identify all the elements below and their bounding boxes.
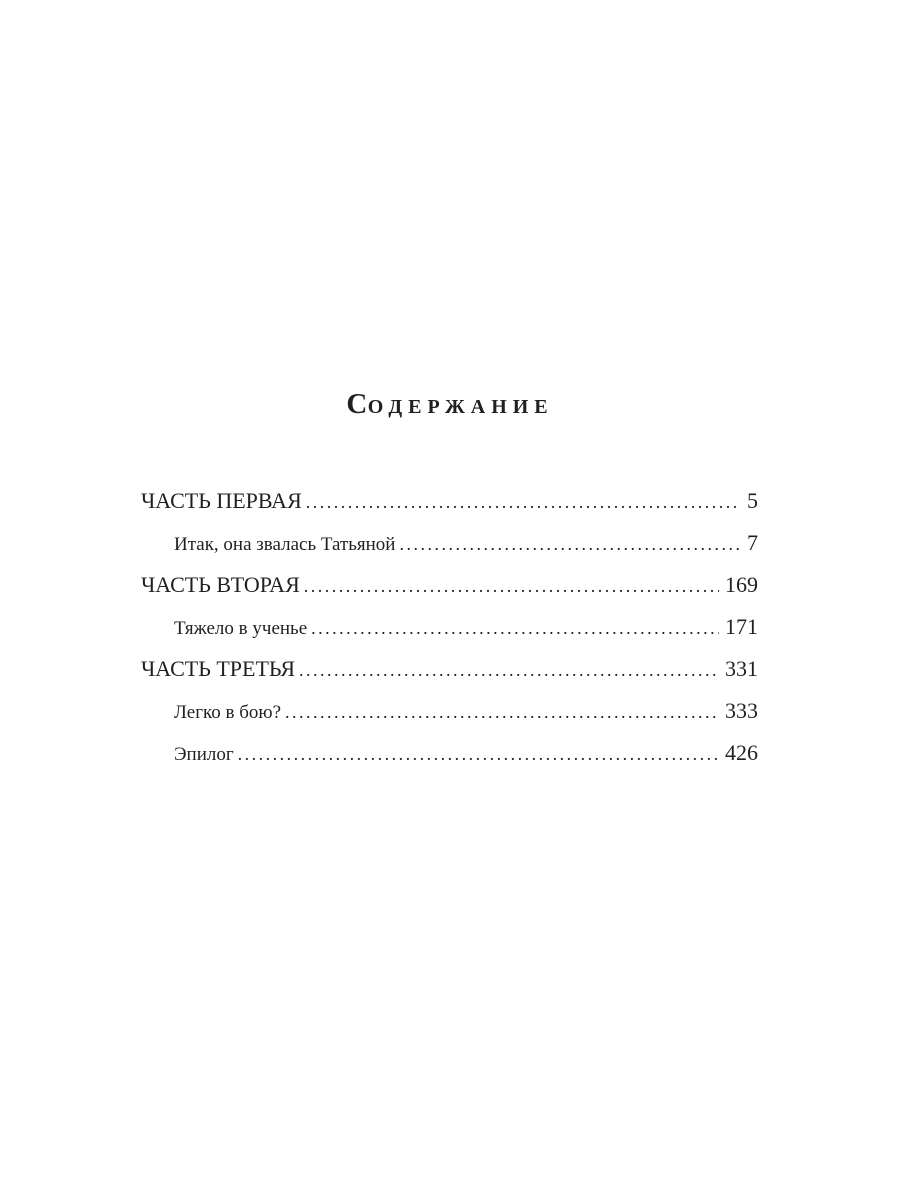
dot-leader — [299, 660, 719, 681]
toc-entry-page: 171 — [725, 614, 758, 639]
toc-entry-part-3[interactable] — [141, 656, 758, 698]
dot-leader — [399, 534, 741, 555]
toc-entry-label: ЧАСТЬ ПЕРВАЯ — [141, 488, 302, 513]
toc-entry-label: ЧАСТЬ ТРЕТЬЯ — [141, 656, 296, 681]
dot-leader — [238, 744, 719, 765]
dot-leader — [304, 576, 719, 597]
toc-entry-part-1[interactable] — [141, 488, 758, 530]
toc-entry-epilogue[interactable] — [141, 740, 758, 782]
toc-entry-label: Тяжело в ученье — [174, 618, 308, 639]
toc-entry-page: 333 — [725, 698, 758, 723]
title-rest: ОДЕРЖАНИЕ — [367, 396, 554, 418]
toc-entry-chapter-2[interactable] — [141, 614, 758, 656]
toc-entry-label: Эпилог — [174, 744, 234, 765]
toc-entry-chapter-1[interactable] — [141, 530, 758, 572]
title-first-letter: С — [346, 388, 368, 420]
toc-entry-label: Итак, она звалась Татьяной — [174, 534, 396, 555]
toc-entry-page: 426 — [725, 740, 758, 765]
page-title — [0, 388, 900, 421]
toc-entry-page: 7 — [747, 530, 758, 555]
dot-leader — [311, 618, 719, 639]
toc-entry-chapter-3[interactable] — [141, 698, 758, 740]
toc-entry-page: 331 — [725, 656, 758, 681]
toc-entry-page: 169 — [725, 572, 758, 597]
toc-entry-page: 5 — [747, 488, 758, 513]
dot-leader — [306, 492, 741, 513]
toc-entry-part-2[interactable] — [141, 572, 758, 614]
toc-entry-label: Легко в бою? — [174, 702, 282, 723]
table-of-contents — [141, 488, 758, 782]
dot-leader — [285, 702, 719, 723]
toc-entry-label: ЧАСТЬ ВТОРАЯ — [141, 572, 300, 597]
